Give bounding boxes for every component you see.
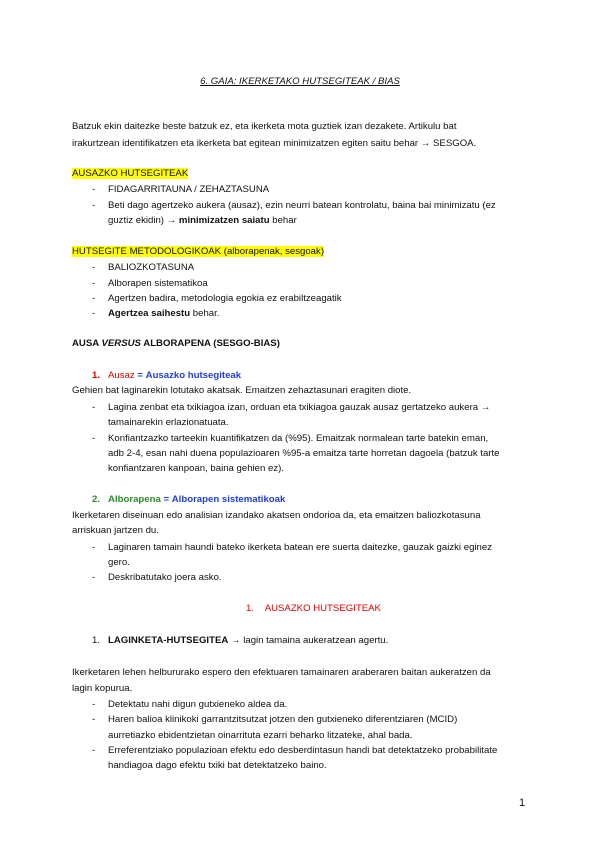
bullet: - <box>92 714 96 725</box>
list-item: Alborapen sistematikoa <box>108 278 208 289</box>
page-number: 1 <box>519 797 526 809</box>
list-item-cont: adb 2-4, esan nahi duena populazioaren %95-a emaitza tarte horretan dagoela (batzuk tarte <box>108 448 500 459</box>
bullet: - <box>92 745 96 756</box>
list-item: Haren balioa klinikoki garrantzitsutzat jotzen den gutxieneko diferentziaren (MCID) <box>108 714 458 725</box>
bullet: - <box>92 278 96 289</box>
intro-line-1: Batzuk ekin daitezke beste batzuk ez, eta ikerketa mota guztiek izan dezakete. Artikulu bat <box>72 121 457 132</box>
intro-line-2: irakurtzean identifikatzen eta ikerketa bat egitean minimizatzen egiten saitu behar → SESGOA. <box>72 138 477 149</box>
bullet: - <box>92 433 96 444</box>
list-item-cont: guztiz ekidin) → minimizatzen saiatu behar <box>108 215 297 226</box>
section-heading-ausa-vs-alborapena: AUSA VERSUS ALBORAPENA (SESGO-BIAS) <box>72 338 280 349</box>
list-item: Agertzen badira, metodologia egokia ez erabiltzeagatik <box>108 293 342 304</box>
list-item: Erreferentziako populazioan efektu edo desberdintasun handi bat detektatzeko probabilitate <box>108 745 498 756</box>
list-item-cont: aurretiazko ebidentzietan oinarrituta ezarri beharko litzateke, ahal bada. <box>108 730 413 741</box>
bullet: - <box>92 184 96 195</box>
list-item: Lagina zenbat eta txikiagoa izan, orduan eta txikiagoa gauzak ausaz gertatzeko aukera → <box>108 402 491 413</box>
list-item-cont: tamainarekin erlazionatuata. <box>108 417 229 428</box>
paragraph-cont: lagin kopurua. <box>72 683 133 694</box>
list-item: Agertzea saihestu behar. <box>108 308 220 319</box>
list-item-cont: gero. <box>108 557 130 568</box>
bullet: - <box>92 200 96 211</box>
bullet: - <box>92 542 96 553</box>
list-item: Konfiantzazko tarteekin kuantifikatzen da (%95). Emaitzak normalean tarte batekin eman, <box>108 433 489 444</box>
numbered-heading-ausaz: 1. Ausaz = Ausazko hutsegiteak <box>92 370 242 381</box>
list-item: Deskribatutako joera asko. <box>108 572 222 583</box>
bullet: - <box>92 262 96 273</box>
bullet: - <box>92 572 96 583</box>
page-title: 6. GAIA: IKERKETAKO HUTSEGITEAK / BIAS <box>200 76 400 87</box>
paragraph: Ikerketaren lehen helbururako espero den efektuaren tamainaren araberaren baitan aukeratzen da <box>72 667 491 678</box>
list-item: BALIOZKOTASUNA <box>108 262 195 273</box>
section-heading-ausazko: 1. AUSAZKO HUTSEGITEAK <box>246 603 381 614</box>
subsection-heading-laginketa: 1. LAGINKETA-HUTSEGITEA → lagin tamaina aukeratzean agertu. <box>92 635 389 646</box>
numbered-heading-alborapena: 2. Alborapena = Alborapen sistematikoak <box>92 494 286 505</box>
bullet: - <box>92 293 96 304</box>
bullet: - <box>92 699 96 710</box>
paragraph: Ikerketaren diseinuan edo analisian izandako akatsen ondorioa da, eta emaitzen baliozkotasuna <box>72 510 481 521</box>
list-item: FIDAGARRITAUNA / ZEHAZTASUNA <box>108 184 270 195</box>
bullet: - <box>92 308 96 319</box>
section-heading-random-errors: AUSAZKO HUTSEGITEAK <box>72 168 189 179</box>
list-item: Beti dago agertzeko aukera (ausaz), ezin neurri batean kontrolatu, baina bai minimizatu (ez <box>108 200 496 211</box>
paragraph-cont: arriskuan jartzen du. <box>72 525 159 536</box>
bullet: - <box>92 402 96 413</box>
list-item: Laginaren tamain haundi bateko ikerketa batean ere suerta daitezke, gauzak gaizki eginez <box>108 542 493 553</box>
list-item-cont: konfiantzaren kanpoan, baina gehien ez). <box>108 463 285 474</box>
paragraph: Gehien bat laginarekin lotutako akatsak. Emaitzen zehaztasunari eragiten diote. <box>72 385 412 396</box>
list-item: Detektatu nahi digun gutxieneko aldea da. <box>108 699 288 710</box>
section-heading-methodological-errors: HUTSEGITE METODOLOGIKOAK (alborapenak, sesgoak) <box>72 246 325 257</box>
list-item-cont: handiagoa dago efektu txiki bat detektatzeko baino. <box>108 760 327 771</box>
